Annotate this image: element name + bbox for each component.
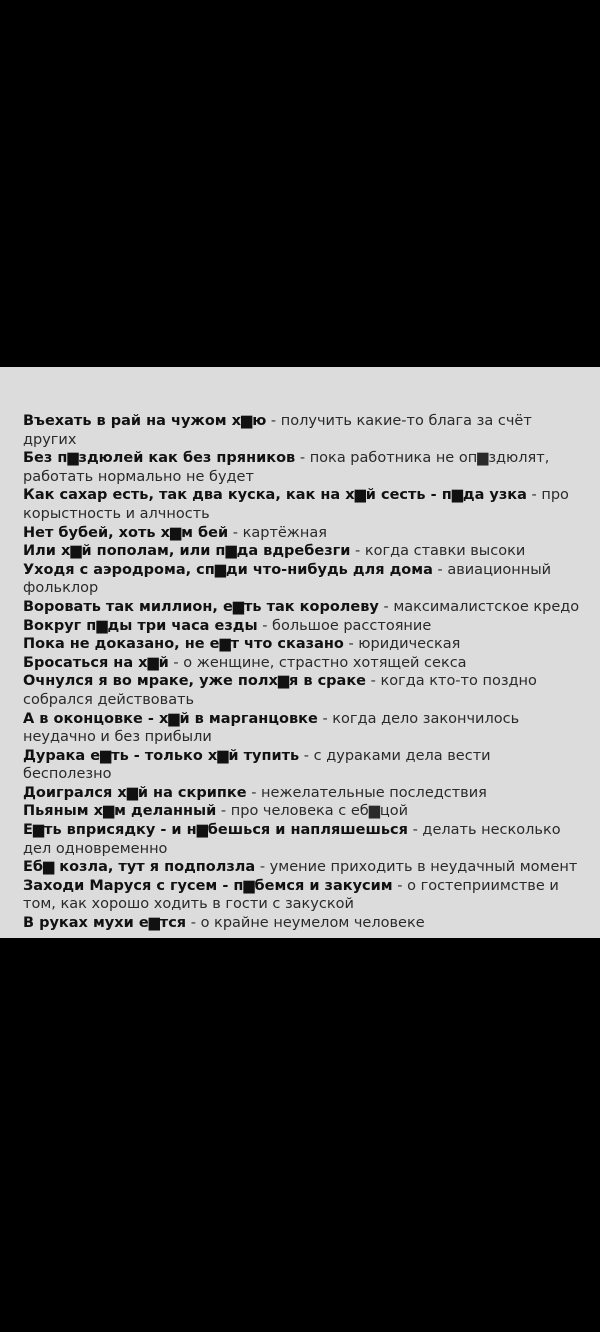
list-item: Бросаться на х▆й - о женщине, страстно хотящей секса [23, 654, 467, 671]
meaning-text: картёжная [242, 524, 327, 541]
list-item: Нет бубей, хоть х▆м бей - картёжная [23, 524, 327, 541]
phrase-text: Или х▆й пополам, или п▆да вдребезги [23, 543, 351, 560]
phrase-text: Еб▆ козла, тут я подползла [23, 859, 256, 876]
phrase-text: В руках мухи е▆тся [23, 915, 187, 932]
list-item: Пьяным х▆м деланный - про человека с еб▆цой [23, 803, 409, 820]
list-item: Как сахар есть, так два куска, как на х▆й сесть - п▆да узка - про корыстность и алчность [23, 487, 569, 522]
list-item: В руках мухи е▆тся - о крайне неумелом человеке [23, 915, 425, 932]
phrase-text: Без п▆здюлей как без пряников [23, 450, 296, 467]
phrase-text: Очнулся я во мраке, уже полх▆я в сраке [23, 673, 367, 690]
meaning-text: про корыстность и алчность [23, 487, 569, 522]
meaning-text: с дураками дела вести бесполезно [23, 747, 491, 783]
meaning-text: когда кто-то поздно собрался действовать [23, 673, 537, 708]
phrase-text: Нет бубей, хоть х▆м бей [23, 524, 229, 541]
phrase-text: Как сахар есть, так два куска, как на х▆й сесть - п▆да узка [23, 487, 527, 504]
list-item: Воровать так миллион, е▆ть так королеву - максималистское кредо [23, 598, 580, 615]
phrase-text: Бросаться на х▆й [23, 654, 169, 671]
list-item: Очнулся я во мраке, уже полх▆я в сраке - когда кто-то поздно собрался действовать [23, 673, 537, 708]
meaning-text: максималистское кредо [393, 598, 580, 615]
phrase-text: Воровать так миллион, е▆ть так королеву [23, 598, 379, 615]
list-item: Е▆ть вприсядку - и н▆бешься и напляшешься - делать несколько дел одновременно [23, 822, 561, 857]
list-item: Заходи Маруся с гусем - п▆бемся и закусим - о гостеприимстве и том, как хорошо ходить в гости с закуской [23, 877, 559, 913]
list-item: Еб▆ козла, тут я подползла - умение приходить в неудачный момент [23, 859, 578, 876]
meaning-text: юридическая [358, 636, 461, 653]
meaning-text: умение приходить в неудачный момент [269, 859, 578, 876]
meaning-text: нежелательные последствия [261, 784, 487, 801]
meaning-text: делать несколько дел одновременно [23, 822, 561, 857]
list-item: Или х▆й пополам, или п▆да вдребезги - когда ставки высоки [23, 543, 526, 560]
phrase-text: Уходя с аэродрома, сп▆ди что-нибудь для дома [23, 561, 433, 578]
meaning-text: про человека с еб▆цой [230, 803, 409, 820]
list-item: Без п▆здюлей как без пряников - пока работника не оп▆здюлят, работать нормально не будет [23, 450, 550, 485]
meaning-text: большое расстояние [272, 617, 432, 634]
meaning-text: авиационный фольклор [23, 561, 552, 597]
list-item: Пока не доказано, не е▆т что сказано - юридическая [23, 636, 461, 653]
phrase-text: Пьяным х▆м деланный [23, 803, 217, 820]
phrase-text: Дурака е▆ть - только х▆й тупить [23, 747, 300, 764]
list-item: А в оконцовке - х▆й в марганцовке - когда дело закончилось неудачно и без прибыли [23, 710, 520, 746]
list-item: Въехать в рай на чужом х▆ю - получить какие-то блага за счёт других [23, 413, 532, 448]
meaning-text: о крайне неумелом человеке [200, 915, 425, 932]
meaning-text: о женщине, страстно хотящей секса [183, 654, 467, 671]
meaning-text: получить какие-то блага за счёт других [23, 413, 532, 448]
meaning-text: о гостеприимстве и том, как хорошо ходить в гости с закуской [23, 877, 559, 913]
phrase-text: Доигрался х▆й на скрипке [23, 784, 247, 801]
list-item: Вокруг п▆ды три часа езды - большое расстояние [23, 617, 432, 634]
phrase-text: Е▆ть вприсядку - и н▆бешься и напляшешься [23, 822, 408, 839]
phrase-text: А в оконцовке - х▆й в марганцовке [23, 710, 318, 727]
meaning-text: пока работника не оп▆здюлят, работать нормально не будет [23, 450, 550, 485]
list-item: Уходя с аэродрома, сп▆ди что-нибудь для дома - авиационный фольклор [23, 561, 552, 597]
list-item: Доигрался х▆й на скрипке - нежелательные последствия [23, 784, 487, 801]
phrase-text: Пока не доказано, не е▆т что сказано [23, 636, 344, 653]
phrase-text: Въехать в рай на чужом х▆ю [23, 413, 267, 429]
phrase-text: Заходи Маруся с гусем - п▆бемся и закусим [23, 877, 393, 894]
phrase-text: Вокруг п▆ды три часа езды [23, 617, 258, 634]
meaning-text: когда ставки высоки [364, 543, 526, 560]
meaning-text: когда дело закончилось неудачно и без прибыли [23, 710, 520, 746]
phrase-list [23, 412, 583, 933]
list-item: Дурака е▆ть - только х▆й тупить - с дураками дела вести бесполезно [23, 747, 491, 783]
